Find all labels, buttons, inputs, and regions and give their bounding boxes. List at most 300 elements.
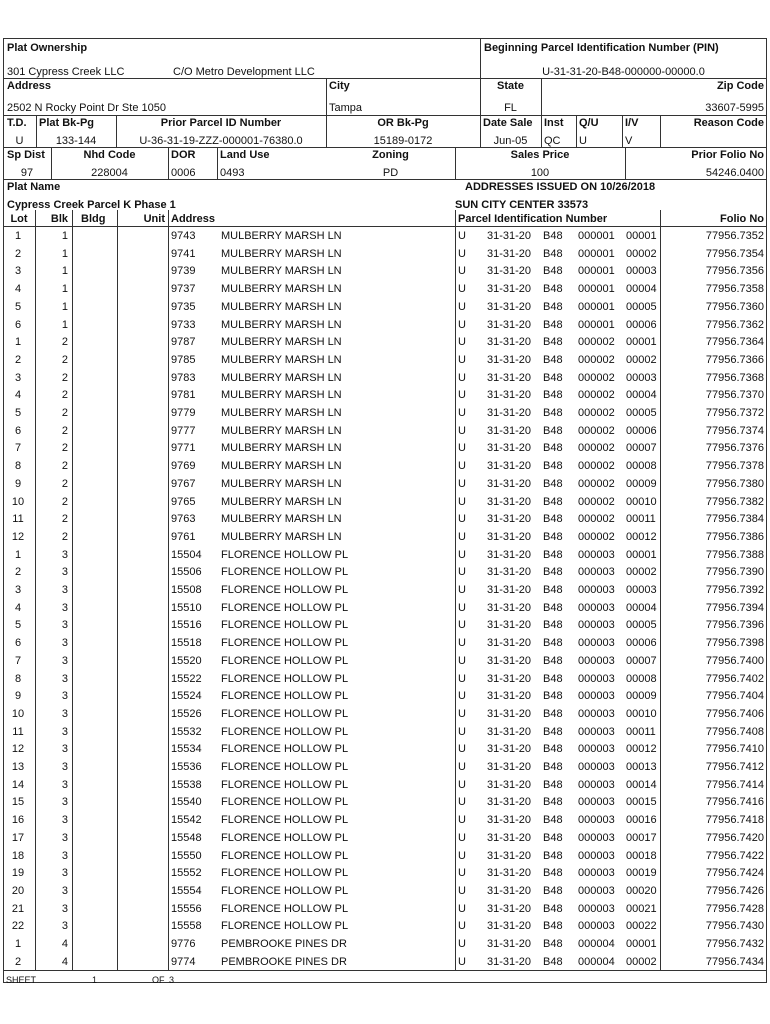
cell-house-number: 15534 — [171, 743, 202, 756]
state-value: FL — [504, 102, 517, 114]
cell-township: U — [458, 495, 466, 508]
cell-lot: 2 — [14, 566, 22, 579]
cell-street: MULBERRY MARSH LN — [221, 460, 342, 473]
cell-lot: 14 — [11, 778, 25, 791]
divider — [326, 78, 327, 115]
cell-subdivision: B48 — [543, 513, 563, 526]
nhd-code-value: 228004 — [91, 167, 128, 179]
cell-lot: 6 — [14, 318, 22, 331]
cell-block-code: 000003 — [578, 849, 615, 862]
cell-blk: 1 — [61, 247, 68, 260]
cell-township: U — [458, 672, 466, 685]
cell-folio: 77956.7406 — [705, 707, 764, 720]
table-row — [3, 671, 767, 689]
cell-township: U — [458, 442, 466, 455]
cell-subdivision: B48 — [543, 955, 563, 968]
cell-street: PEMBROOKE PINES DR — [221, 938, 347, 950]
cell-blk: 2 — [61, 530, 68, 543]
cell-house-number: 15542 — [171, 814, 202, 827]
cell-block-code: 000003 — [578, 707, 615, 720]
cell-folio: 77956.7422 — [705, 849, 764, 862]
cell-subdivision: B48 — [543, 920, 563, 933]
cell-lot: 3 — [14, 265, 22, 278]
cell-township: U — [458, 707, 466, 720]
dor-label: DOR — [171, 149, 196, 161]
cell-lot: 12 — [11, 743, 25, 756]
cell-street: MULBERRY MARSH LN — [221, 318, 342, 331]
cell-lot: 17 — [11, 831, 25, 844]
cell-street: MULBERRY MARSH LN — [221, 265, 342, 278]
cell-subdivision: B48 — [543, 637, 563, 650]
cell-blk: 3 — [61, 725, 68, 738]
cell-street: PEMBROOKE PINES DR — [221, 955, 347, 968]
cell-section: 31-31-20 — [487, 884, 532, 897]
table-row — [3, 741, 767, 759]
table-row — [3, 529, 767, 547]
cell-section: 31-31-20 — [487, 831, 532, 844]
cell-lot-code: 00004 — [626, 389, 657, 402]
cell-lot: 21 — [11, 902, 25, 915]
cell-folio: 77956.7374 — [705, 424, 764, 437]
cell-subdivision: B48 — [543, 867, 563, 880]
cell-lot-code: 00006 — [626, 318, 657, 331]
cell-block-code: 000002 — [578, 371, 615, 384]
cell-folio: 77956.7404 — [705, 690, 764, 703]
cell-section: 31-31-20 — [487, 743, 532, 756]
cell-township: U — [458, 230, 466, 242]
cell-house-number: 15538 — [171, 778, 202, 791]
cell-house-number: 15524 — [171, 690, 202, 703]
cell-block-code: 000003 — [578, 778, 615, 791]
cell-subdivision: B48 — [543, 902, 563, 915]
cell-lot-code: 00011 — [626, 725, 656, 738]
cell-block-code: 000002 — [578, 530, 615, 543]
cell-lot: 10 — [11, 707, 25, 720]
zip-value: 33607-5995 — [705, 102, 764, 114]
table-row — [3, 901, 767, 919]
cell-blk: 3 — [61, 867, 68, 880]
cell-house-number: 15554 — [171, 884, 202, 897]
cell-lot-code: 00008 — [626, 460, 657, 473]
cell-blk: 2 — [61, 513, 68, 526]
cell-blk: 3 — [61, 920, 68, 933]
divider — [3, 115, 767, 116]
cell-street: FLORENCE HOLLOW PL — [221, 584, 349, 596]
cell-township: U — [458, 247, 466, 260]
table-row — [3, 883, 767, 901]
cell-section: 31-31-20 — [487, 566, 532, 579]
cell-house-number: 9765 — [171, 495, 196, 508]
cell-house-number: 15556 — [171, 902, 202, 915]
cell-street: MULBERRY MARSH LN — [221, 300, 342, 313]
cell-section: 31-31-20 — [487, 460, 532, 473]
cell-street: FLORENCE HOLLOW PL — [221, 778, 349, 791]
cell-house-number: 15508 — [171, 584, 202, 596]
cell-house-number: 9741 — [171, 247, 196, 260]
cell-lot-code: 00004 — [626, 283, 657, 296]
cell-street: MULBERRY MARSH LN — [221, 389, 342, 402]
table-row — [3, 228, 767, 246]
cell-township: U — [458, 637, 466, 650]
city-zip-label: SUN CITY CENTER 33573 — [455, 199, 589, 211]
cell-block-code: 000002 — [578, 407, 615, 419]
cell-blk: 3 — [61, 637, 68, 650]
cell-lot-code: 00010 — [626, 495, 657, 508]
col-header-folio: Folio No — [720, 213, 764, 225]
cell-lot-code: 00012 — [626, 530, 657, 543]
cell-street: FLORENCE HOLLOW PL — [221, 761, 349, 773]
table-row — [3, 423, 767, 441]
cell-block-code: 000003 — [578, 920, 615, 933]
cell-section: 31-31-20 — [487, 601, 532, 614]
cell-street: MULBERRY MARSH LN — [221, 477, 342, 490]
qu-label: Q/U — [579, 117, 599, 129]
cell-block-code: 000003 — [578, 884, 615, 897]
cell-folio: 77956.7430 — [705, 920, 764, 933]
cell-township: U — [458, 389, 466, 402]
cell-folio: 77956.7370 — [705, 389, 764, 402]
cell-lot-code: 00001 — [626, 336, 657, 349]
cell-blk: 2 — [61, 407, 68, 419]
cell-folio: 77956.7380 — [705, 477, 764, 490]
cell-house-number: 9781 — [171, 389, 196, 402]
table-row — [3, 865, 767, 883]
cell-blk: 3 — [61, 902, 68, 915]
cell-blk: 3 — [61, 796, 68, 809]
cell-section: 31-31-20 — [487, 477, 532, 490]
divider — [622, 115, 623, 147]
cell-folio: 77956.7432 — [705, 938, 764, 950]
cell-folio: 77956.7394 — [705, 601, 764, 614]
cell-lot: 5 — [14, 619, 22, 632]
zip-label: Zip Code — [716, 80, 764, 92]
cell-township: U — [458, 601, 466, 614]
date-sale-value: Jun-05 — [493, 135, 528, 147]
cell-section: 31-31-20 — [487, 407, 532, 419]
cell-lot: 20 — [11, 884, 25, 897]
cell-folio: 77956.7382 — [705, 495, 764, 508]
divider — [541, 115, 542, 147]
cell-blk: 3 — [61, 601, 68, 614]
cell-house-number: 9767 — [171, 477, 196, 490]
sales-price-label: Sales Price — [510, 149, 570, 161]
table-row — [3, 777, 767, 795]
cell-lot: 4 — [14, 389, 22, 402]
cell-lot-code: 00013 — [626, 761, 657, 773]
divider — [168, 147, 169, 179]
cell-township: U — [458, 938, 466, 950]
or-bkpg-label: OR Bk-Pg — [377, 117, 429, 129]
cell-street: FLORENCE HOLLOW PL — [221, 849, 349, 862]
table-row — [3, 564, 767, 582]
cell-block-code: 000002 — [578, 442, 615, 455]
cell-blk: 2 — [61, 460, 68, 473]
cell-lot-code: 00009 — [626, 477, 657, 490]
cell-subdivision: B48 — [543, 336, 563, 349]
cell-folio: 77956.7428 — [705, 902, 764, 915]
cell-house-number: 15532 — [171, 725, 202, 738]
cell-subdivision: B48 — [543, 601, 563, 614]
cell-subdivision: B48 — [543, 283, 563, 296]
cell-blk: 1 — [61, 283, 68, 296]
cell-township: U — [458, 902, 466, 915]
cell-township: U — [458, 477, 466, 490]
cell-street: FLORENCE HOLLOW PL — [221, 725, 349, 738]
cell-street: FLORENCE HOLLOW PL — [221, 796, 349, 809]
cell-lot: 1 — [14, 230, 22, 242]
cell-section: 31-31-20 — [487, 778, 532, 791]
cell-blk: 1 — [61, 265, 68, 278]
cell-subdivision: B48 — [543, 690, 563, 703]
table-row — [3, 299, 767, 317]
cell-section: 31-31-20 — [487, 424, 532, 437]
cell-section: 31-31-20 — [487, 495, 532, 508]
cell-house-number: 9763 — [171, 513, 196, 526]
cell-township: U — [458, 814, 466, 827]
cell-street: FLORENCE HOLLOW PL — [221, 743, 349, 756]
cell-block-code: 000003 — [578, 743, 615, 756]
cell-section: 31-31-20 — [487, 513, 532, 526]
cell-section: 31-31-20 — [487, 353, 532, 366]
cell-block-code: 000002 — [578, 477, 615, 490]
care-of: C/O Metro Development LLC — [173, 66, 315, 78]
cell-block-code: 000002 — [578, 389, 615, 402]
cell-street: FLORENCE HOLLOW PL — [221, 619, 349, 632]
cell-subdivision: B48 — [543, 849, 563, 862]
cell-house-number: 9737 — [171, 283, 196, 296]
cell-house-number: 15510 — [171, 601, 202, 614]
cell-blk: 3 — [61, 672, 68, 685]
cell-block-code: 000001 — [578, 318, 615, 331]
cell-township: U — [458, 460, 466, 473]
cell-house-number: 15520 — [171, 654, 202, 667]
cell-lot-code: 00003 — [626, 584, 657, 596]
cell-lot: 13 — [11, 761, 25, 773]
cell-blk: 3 — [61, 619, 68, 632]
cell-township: U — [458, 530, 466, 543]
cell-folio: 77956.7420 — [705, 831, 764, 844]
plat-bkpg-label: Plat Bk-Pg — [39, 117, 95, 129]
col-header-bldg: Bldg — [81, 213, 106, 225]
col-header-pin: Parcel Identification Number — [458, 213, 608, 225]
cell-folio: 77956.7358 — [705, 283, 764, 296]
cell-blk: 2 — [61, 371, 68, 384]
cell-house-number: 9735 — [171, 300, 196, 313]
cell-street: MULBERRY MARSH LN — [221, 424, 342, 437]
cell-lot: 16 — [11, 814, 25, 827]
cell-house-number: 9761 — [171, 530, 196, 543]
cell-street: MULBERRY MARSH LN — [221, 371, 342, 384]
cell-blk: 2 — [61, 442, 68, 455]
cell-blk: 1 — [61, 230, 68, 242]
cell-township: U — [458, 513, 466, 526]
inst-value: QC — [544, 135, 561, 147]
cell-township: U — [458, 265, 466, 278]
cell-street: FLORENCE HOLLOW PL — [221, 920, 349, 933]
cell-house-number: 9769 — [171, 460, 196, 473]
cell-lot: 9 — [14, 477, 22, 490]
cell-lot-code: 00012 — [626, 743, 657, 756]
land-use-label: Land Use — [220, 149, 270, 161]
cell-lot-code: 00011 — [626, 513, 656, 526]
cell-subdivision: B48 — [543, 389, 563, 402]
iv-value: V — [625, 135, 633, 147]
cell-lot-code: 00002 — [626, 353, 657, 366]
divider — [576, 115, 577, 147]
table-row — [3, 405, 767, 423]
cell-subdivision: B48 — [543, 477, 563, 490]
cell-lot: 10 — [11, 495, 25, 508]
cell-section: 31-31-20 — [487, 318, 532, 331]
cell-house-number: 15506 — [171, 566, 202, 579]
sheet-label: SHEET — [6, 975, 37, 985]
total-sheets: 3 — [169, 975, 175, 985]
cell-lot: 6 — [14, 424, 22, 437]
cell-subdivision: B48 — [543, 938, 563, 950]
table-row — [3, 617, 767, 635]
cell-section: 31-31-20 — [487, 371, 532, 384]
cell-street: FLORENCE HOLLOW PL — [221, 672, 349, 685]
cell-township: U — [458, 867, 466, 880]
date-sale-label: Date Sale — [483, 117, 533, 129]
cell-house-number: 9774 — [171, 955, 196, 968]
cell-street: MULBERRY MARSH LN — [221, 442, 342, 455]
cell-lot: 9 — [14, 690, 22, 703]
owner-name: 301 Cypress Creek LLC — [7, 66, 125, 78]
cell-township: U — [458, 619, 466, 632]
cell-subdivision: B48 — [543, 743, 563, 756]
cell-subdivision: B48 — [543, 884, 563, 897]
cell-section: 31-31-20 — [487, 230, 532, 242]
cell-street: FLORENCE HOLLOW PL — [221, 707, 349, 720]
cell-block-code: 000003 — [578, 566, 615, 579]
cell-house-number: 9779 — [171, 407, 196, 419]
cell-house-number: 9733 — [171, 318, 196, 331]
table-row — [3, 936, 767, 954]
cell-section: 31-31-20 — [487, 530, 532, 543]
cell-lot: 2 — [14, 353, 22, 366]
cell-blk: 3 — [61, 849, 68, 862]
cell-township: U — [458, 920, 466, 933]
cell-subdivision: B48 — [543, 460, 563, 473]
cell-lot: 1 — [14, 938, 22, 950]
cell-lot-code: 00007 — [626, 654, 657, 667]
cell-block-code: 000002 — [578, 424, 615, 437]
of-label: OF — [152, 975, 165, 985]
cell-house-number: 9776 — [171, 938, 196, 950]
plat-ownership-label: Plat Ownership — [7, 42, 88, 54]
cell-lot-code: 00010 — [626, 707, 657, 720]
plat-name-label: Plat Name — [7, 181, 61, 193]
cell-lot-code: 00001 — [626, 938, 657, 950]
cell-subdivision: B48 — [543, 548, 563, 561]
beginning-pin: U-31-31-20-B48-000000-00000.0 — [542, 66, 705, 78]
cell-section: 31-31-20 — [487, 707, 532, 720]
cell-blk: 3 — [61, 778, 68, 791]
cell-blk: 2 — [61, 424, 68, 437]
cell-block-code: 000002 — [578, 353, 615, 366]
cell-blk: 4 — [61, 955, 68, 968]
cell-block-code: 000003 — [578, 601, 615, 614]
col-header-lot: Lot — [10, 213, 28, 225]
cell-lot: 4 — [14, 601, 22, 614]
cell-lot: 3 — [14, 584, 22, 596]
table-row — [3, 582, 767, 600]
cell-folio: 77956.7410 — [705, 743, 764, 756]
cell-subdivision: B48 — [543, 619, 563, 632]
cell-house-number: 15504 — [171, 548, 202, 561]
cell-street: FLORENCE HOLLOW PL — [221, 654, 349, 667]
cell-folio: 77956.7424 — [705, 867, 764, 880]
cell-block-code: 000002 — [578, 495, 615, 508]
cell-folio: 77956.7384 — [705, 513, 764, 526]
table-row — [3, 706, 767, 724]
cell-section: 31-31-20 — [487, 920, 532, 933]
td-value: U — [15, 135, 24, 147]
cell-subdivision: B48 — [543, 761, 563, 773]
cell-section: 31-31-20 — [487, 654, 532, 667]
table-row — [3, 653, 767, 671]
cell-subdivision: B48 — [543, 831, 563, 844]
cell-folio: 77956.7354 — [705, 247, 764, 260]
cell-block-code: 000001 — [578, 283, 615, 296]
cell-lot: 7 — [14, 654, 22, 667]
cell-house-number: 15540 — [171, 796, 202, 809]
reason-code-label: Reason Code — [693, 117, 764, 129]
cell-subdivision: B48 — [543, 424, 563, 437]
cell-lot: 5 — [14, 407, 22, 419]
col-header-blk: Blk — [50, 213, 68, 225]
cell-lot-code: 00018 — [626, 849, 657, 862]
cell-folio: 77956.7392 — [705, 584, 764, 596]
cell-house-number: 9777 — [171, 424, 196, 437]
cell-subdivision: B48 — [543, 300, 563, 313]
zoning-value: PD — [382, 167, 399, 179]
cell-folio: 77956.7400 — [705, 654, 764, 667]
table-row — [3, 918, 767, 936]
cell-street: MULBERRY MARSH LN — [221, 530, 342, 543]
cell-block-code: 000003 — [578, 637, 615, 650]
iv-label: I/V — [625, 117, 639, 129]
sp-dist-label: Sp Dist — [7, 149, 45, 161]
cell-blk: 2 — [61, 477, 68, 490]
cell-block-code: 000003 — [578, 796, 615, 809]
cell-section: 31-31-20 — [487, 725, 532, 738]
plat-bkpg-value: 133-144 — [55, 135, 97, 147]
cell-house-number: 15550 — [171, 849, 202, 862]
cell-lot: 22 — [11, 920, 25, 933]
table-row — [3, 263, 767, 281]
cell-block-code: 000004 — [578, 955, 615, 968]
cell-section: 31-31-20 — [487, 761, 532, 773]
cell-house-number: 15516 — [171, 619, 202, 632]
cell-lot: 1 — [14, 336, 22, 349]
cell-house-number: 15552 — [171, 867, 202, 880]
cell-house-number: 15548 — [171, 831, 202, 844]
cell-street: FLORENCE HOLLOW PL — [221, 548, 349, 561]
cell-street: FLORENCE HOLLOW PL — [221, 601, 349, 614]
cell-lot-code: 00002 — [626, 247, 657, 260]
cell-block-code: 000003 — [578, 902, 615, 915]
cell-township: U — [458, 371, 466, 384]
prior-parcel-value: U-36-31-19-ZZZ-000001-76380.0 — [139, 135, 303, 147]
land-use-value: 0493 — [220, 167, 245, 179]
cell-township: U — [458, 424, 466, 437]
table-row — [3, 600, 767, 618]
cell-house-number: 9783 — [171, 371, 196, 384]
cell-folio: 77956.7396 — [705, 619, 764, 632]
cell-lot-code: 00008 — [626, 672, 657, 685]
